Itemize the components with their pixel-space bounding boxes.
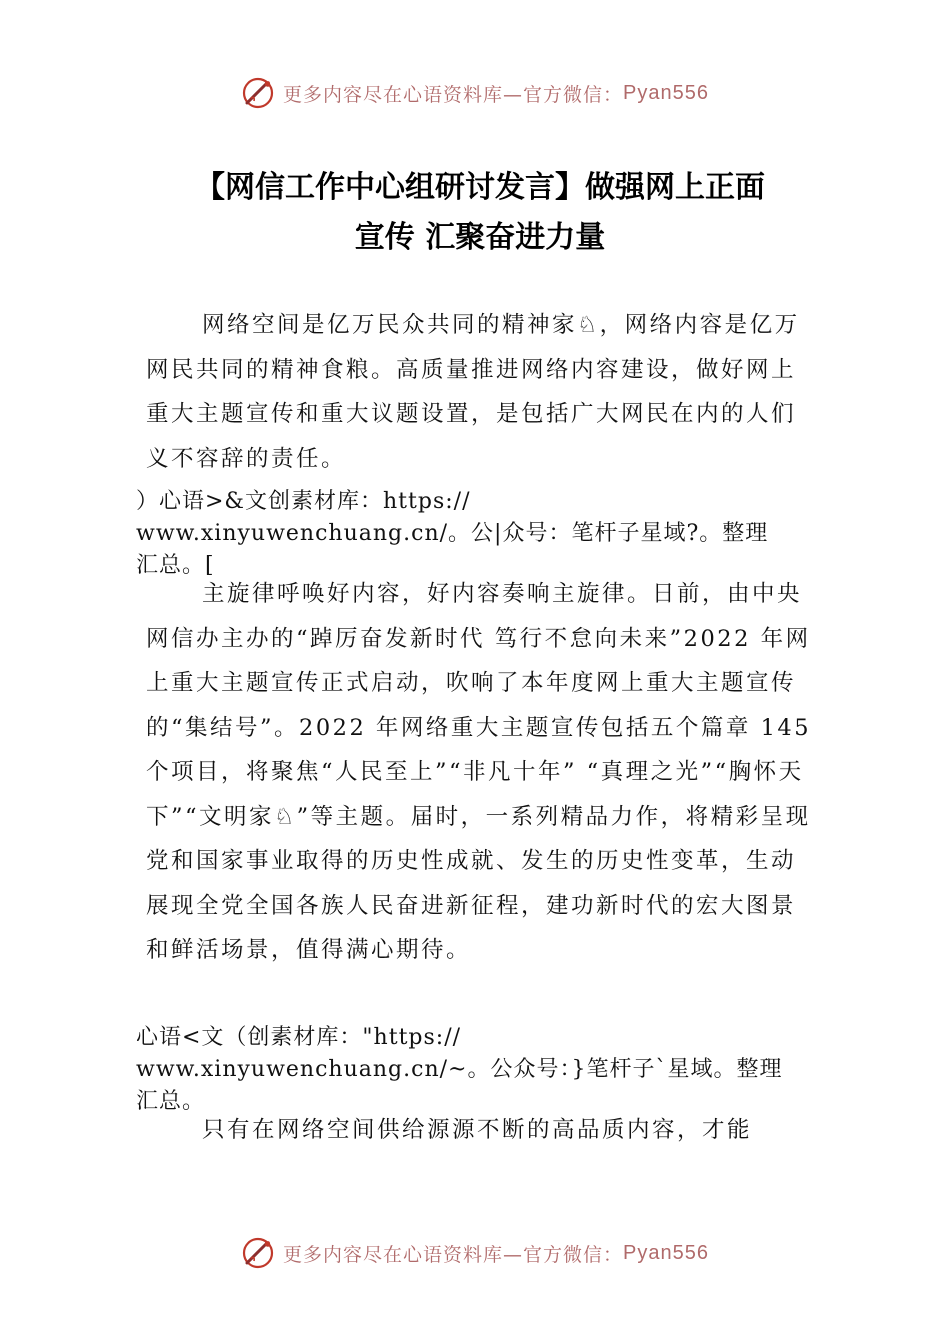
source-note-1-line-2: www.xinyuwenchuang.cn/。公|众号：笔杆子星域?。整理 bbox=[136, 521, 769, 546]
paragraph-1: 网络空间是亿万民众共同的精神家♘，网络内容是亿万网民共同的精神食粮。高质量推进网络内容建设，做好网上重大主题宣传和重大议题设置，是包括广大网民在内的人们义不容辞的责任。 bbox=[146, 312, 800, 472]
title-line-1: 【网信工作中心组研讨发言】做强网上正面 bbox=[195, 170, 765, 205]
header-wechat-id: Pyan556 bbox=[623, 81, 709, 104]
paragraph-3: 只有在网络空间供给源源不断的高品质内容，才能 bbox=[202, 1117, 753, 1143]
header-watermark bbox=[0, 70, 950, 116]
source-note-1 bbox=[136, 486, 836, 582]
source-note-1-line-3: 汇总。[ bbox=[136, 553, 215, 578]
source-note-1-line-1: ）心语>&文创素材库：https:// bbox=[136, 489, 471, 514]
title-line-2: 宣传 汇聚奋进力量 bbox=[354, 220, 606, 255]
footer-wechat-id: Pyan556 bbox=[623, 1241, 709, 1264]
source-note-2-line-2: www.xinyuwenchuang.cn/~。公众号：}笔杆子`星域。整理 bbox=[136, 1057, 783, 1082]
brush-logo-icon bbox=[241, 76, 275, 110]
source-note-2 bbox=[136, 1022, 836, 1118]
header-text: 更多内容尽在心语资料库—官方微信： bbox=[283, 83, 624, 106]
footer-text: 更多内容尽在心语资料库—官方微信： bbox=[283, 1243, 624, 1266]
paragraph-2: 主旋律呼唤好内容，好内容奏响主旋律。日前，由中央网信办主办的“踔厉奋发新时代 笃行不怠向未来”2022 年网上重大主题宣传正式启动，吹响了本年度网上重大主题宣传的“集结号”。2022 年网络重大主题宣传包括五个篇章 145 个项目，将聚焦“人民至上”“非凡十年” “真理之光”“胸怀天下”“文明家♘”等主题。届时，一系列精品力作，将精彩呈现党和国家事业取得的历史性成就、发生的历史性变革，生动展现全党全国各族人民奋进新征程，建功新时代的宏大图景和鲜活场景，值得满心期待。 bbox=[146, 581, 812, 963]
document-title bbox=[130, 163, 830, 263]
source-note-2-line-1: 心语<文（创素材库："https:// bbox=[136, 1025, 462, 1050]
brush-logo-icon bbox=[241, 1236, 275, 1270]
footer-watermark bbox=[0, 1230, 950, 1276]
source-note-2-line-3: 汇总。 bbox=[136, 1089, 206, 1114]
